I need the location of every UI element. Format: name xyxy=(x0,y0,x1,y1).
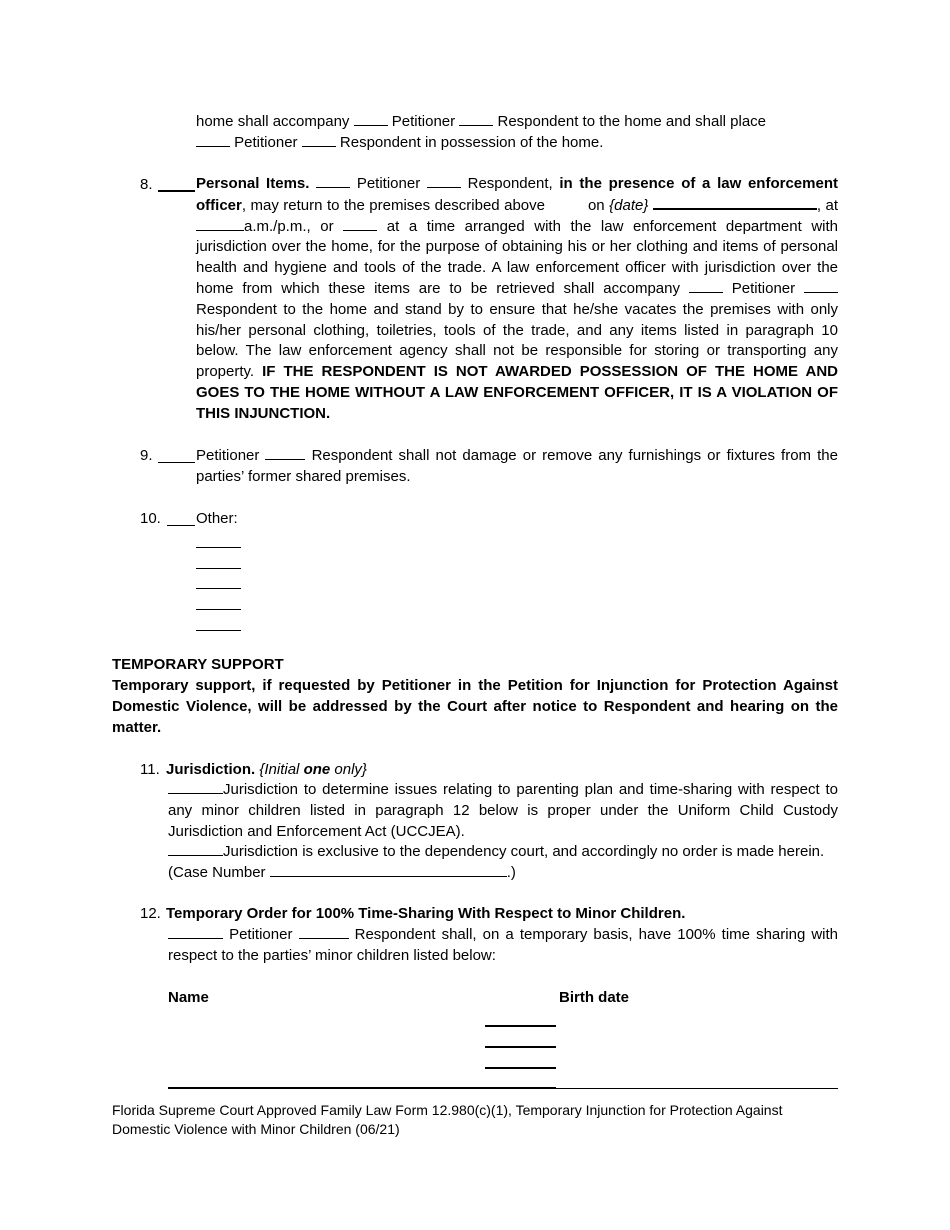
respondent-blank[interactable] xyxy=(427,174,461,188)
p11-number: 11. xyxy=(140,761,160,778)
p9-body: Petitioner Respondent shall not damage or remove any furnishings or fixtures from the parties’ former shared premises. xyxy=(196,447,838,485)
footer-line-1: Florida Supreme Court Approved Family Law Form 12.980(c)(1), Temporary Injunction for Protection Against xyxy=(112,1102,783,1118)
p11-heading: Jurisdiction. xyxy=(166,761,256,778)
case-number-blank[interactable] xyxy=(270,863,507,877)
footer-divider xyxy=(556,1088,838,1089)
col-birth-date-header: Birth date xyxy=(559,989,630,1006)
temp-support-heading: TEMPORARY SUPPORT xyxy=(112,656,284,673)
p11-heading-line: Jurisdiction. {Initial one only} xyxy=(166,761,367,778)
other-line[interactable] xyxy=(196,630,241,631)
respondent-blank[interactable] xyxy=(302,133,336,147)
p10-number: 10. xyxy=(140,510,161,527)
petitioner-blank[interactable] xyxy=(354,112,388,126)
p9-number: 9. xyxy=(140,447,153,464)
initial-blank[interactable] xyxy=(168,842,223,856)
p7-line-1: home shall accompany Petitioner Respondent to the home and shall place xyxy=(196,113,767,130)
p8-initial-blank[interactable] xyxy=(158,190,195,192)
other-line[interactable] xyxy=(196,547,241,548)
p8-warning: IF THE RESPONDENT IS NOT AWARDED POSSESSION OF THE HOME AND GOES TO THE HOME WITHOUT A LAW ENFORCEMENT OFFICER, IT IS A VIOLATION OF THIS INJUNCTION. xyxy=(196,363,838,422)
p11-option-1: Jurisdiction to determine issues relating to parenting plan and time-sharing with respect to any minor children listed in paragraph 12 below is proper under the Uniform Child Custody Jurisdiction and Enforcement Act (UCCJEA). xyxy=(168,781,838,840)
case-number-line: (Case Number .) xyxy=(168,864,516,881)
petitioner-blank[interactable] xyxy=(196,133,230,147)
p8-number: 8. xyxy=(140,176,153,193)
p7-line-2: Petitioner Respondent in possession of the home. xyxy=(196,133,603,153)
p10-label: Other: xyxy=(196,510,238,527)
time-blank[interactable] xyxy=(196,217,244,231)
p12-body: Petitioner Respondent shall, on a temporary basis, have 100% time sharing with respect to the parties’ minor children listed below: xyxy=(168,926,839,964)
p10-initial-blank[interactable] xyxy=(167,525,195,526)
p12-heading: Temporary Order for 100% Time-Sharing With Respect to Minor Children. xyxy=(166,905,686,922)
respondent-blank[interactable] xyxy=(804,279,838,293)
date-blank[interactable] xyxy=(653,195,817,210)
other-line[interactable] xyxy=(196,609,241,610)
p12-number: 12. xyxy=(140,905,161,922)
petitioner-blank[interactable] xyxy=(168,925,223,939)
name-line[interactable] xyxy=(168,1087,556,1089)
respondent-blank[interactable] xyxy=(459,112,493,126)
p8-body: Personal Items. Petitioner Respondent, in the presence of a law enforcement officer, may return to the premises described above on {date} , at a.m./p.m., or at a time arranged with the law enforcement department with jurisdiction over the home, for the purpose of obtaining his or her clothing and items of personal health and hygiene and tools of the trade. A law enforcement officer with jurisdiction over the home from which these items are to be retrieved shall accompany Petitioner Respondent to the home and stand by to ensure that he/she vacates the premises with only his/her personal clothing, toiletries, tools of the trade, and any items listed in paragraph 10 below. The law enforcement agency shall not be responsible for storing or transporting any property. IF THE RESPONDENT IS NOT AWARDED POSSESSION OF THE HOME AND GOES TO THE HOME WITHOUT A LAW ENFORCEMENT OFFICER, IT IS A VIOLATION OF THIS INJUNCTION. xyxy=(196,175,839,422)
birth-date-line[interactable] xyxy=(485,1025,556,1027)
birth-date-line[interactable] xyxy=(485,1046,556,1048)
p11-option-2: Jurisdiction is exclusive to the dependency court, and accordingly no order is made herein. xyxy=(168,842,838,863)
petitioner-blank[interactable] xyxy=(316,174,350,188)
col-name-header: Name xyxy=(168,989,209,1006)
initial-blank[interactable] xyxy=(168,780,223,794)
temp-support-text: Temporary support, if requested by Petitioner in the Petition for Injunction for Protection Against Domestic Violence, will be addressed by the Court after notice to Respondent and hearing on the matter. xyxy=(112,677,838,736)
respondent-blank[interactable] xyxy=(299,925,349,939)
p9-initial-blank[interactable] xyxy=(158,462,195,463)
p8-heading: Personal Items. xyxy=(196,175,310,192)
arranged-time-blank[interactable] xyxy=(343,217,377,231)
footer-line-2: Domestic Violence with Minor Children (06/21) xyxy=(112,1121,400,1137)
other-line[interactable] xyxy=(196,568,241,569)
other-line[interactable] xyxy=(196,588,241,589)
petitioner-blank[interactable] xyxy=(689,279,723,293)
respondent-blank[interactable] xyxy=(265,446,305,460)
birth-date-line[interactable] xyxy=(485,1067,556,1069)
